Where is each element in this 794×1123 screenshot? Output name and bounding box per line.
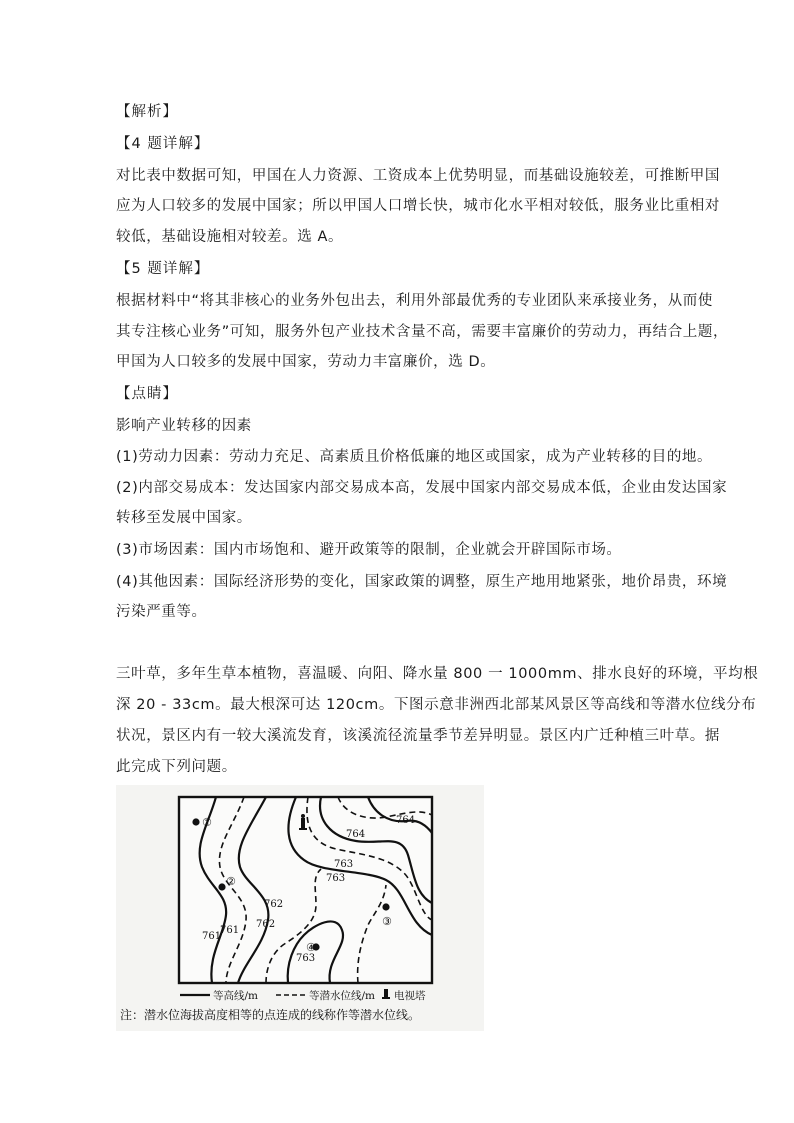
legend-contour-label: 等高线/m [213,990,258,1002]
point-label: ① [202,816,212,829]
contour-label: 763 [326,873,346,884]
contour-label: 763 [296,953,316,964]
factor-line-1: (1)劳动力因素：劳动力充足、高素质且价格低廉的地区或国家，成为产业转移的目的地。 [116,449,713,465]
contour-label: 761 [220,925,240,936]
q4-line-1: 对比表中数据可知，甲国在人力资源、工资成本上优势明显，而基础设施较差，可推断甲国 [116,168,720,184]
q4-heading: 【4 题详解】 [116,136,210,152]
contour-label: 762 [256,919,276,930]
point-marker [218,883,225,890]
analysis-heading: 【解析】 [116,104,178,120]
q4-line-3: 较低，基础设施相对较差。选 A。 [116,229,344,245]
point-marker [192,818,199,825]
legend-water-label: 等潜水位线/m [309,990,375,1002]
passage-line-3: 状况，景区内有一较大溪流发育，该溪流径流量季节差异明显。景区内广迁种植三叶草。据 [116,728,720,744]
q4-line-2: 应为人口较多的发展中国家；所以甲国人口增长快，城市化水平相对较低，服务业比重相对 [116,198,720,214]
contour-map-figure [116,785,484,1031]
contour-label: 762 [264,899,284,910]
contour-map [116,785,484,1031]
contour-label: 764 [346,829,366,840]
factor-line-2: (2)内部交易成本：发达国家内部交易成本高，发展中国家内部交易成本低，企业由发达国家 [116,480,728,496]
point-marker [382,903,389,910]
tips-heading: 【点睛】 [116,386,178,402]
point-label: ② [226,875,236,888]
passage-line-1: 三叶草，多年生草本植物，喜温暖、向阳、降水量 800 一 1000mm、排水良好的环境，平均根 [116,666,759,682]
q5-line-3: 甲国为人口较多的发展中国家，劳动力丰富廉价，选 D。 [116,354,496,370]
point-label: ④ [306,941,316,954]
factor-line-5: (4)其他因素：国际经济形势的变化，国家政策的调整，原生产地用地紧张，地价昂贵，环境 [116,574,728,590]
contour-label: 761 [202,931,222,942]
factors-title: 影响产业转移的因素 [116,418,252,434]
passage-line-2: 深 20 - 33cm。最大根深可达 120cm。下图示意非洲西北部某风景区等高线和等潜水位线分布 [116,697,757,713]
contour-label: 763 [334,859,354,870]
q5-line-1: 根据材料中“将其非核心的业务外包出去，利用外部最优秀的专业团队来承接业务，从而使 [116,293,714,309]
map-note: 注：潜水位海拔高度相等的点连成的线称作等潜水位线。 [120,1008,421,1022]
factor-line-3: 转移至发展中国家。 [116,510,252,526]
passage-line-4: 此完成下列问题。 [116,759,237,775]
contour-label: 764 [396,815,416,826]
point-label: ③ [382,915,392,928]
legend-tower-label: 电视塔 [394,990,426,1002]
q5-line-2: 其专注核心业务”可知，服务外包产业技术含量不高，需要丰富廉价的劳动力，再结合上题， [116,324,729,340]
factor-line-6: 污染严重等。 [116,604,207,620]
q5-heading: 【5 题详解】 [116,261,210,277]
factor-line-4: (3)市场因素：国内市场饱和、避开政策等的限制，企业就会开辟国际市场。 [116,542,622,558]
